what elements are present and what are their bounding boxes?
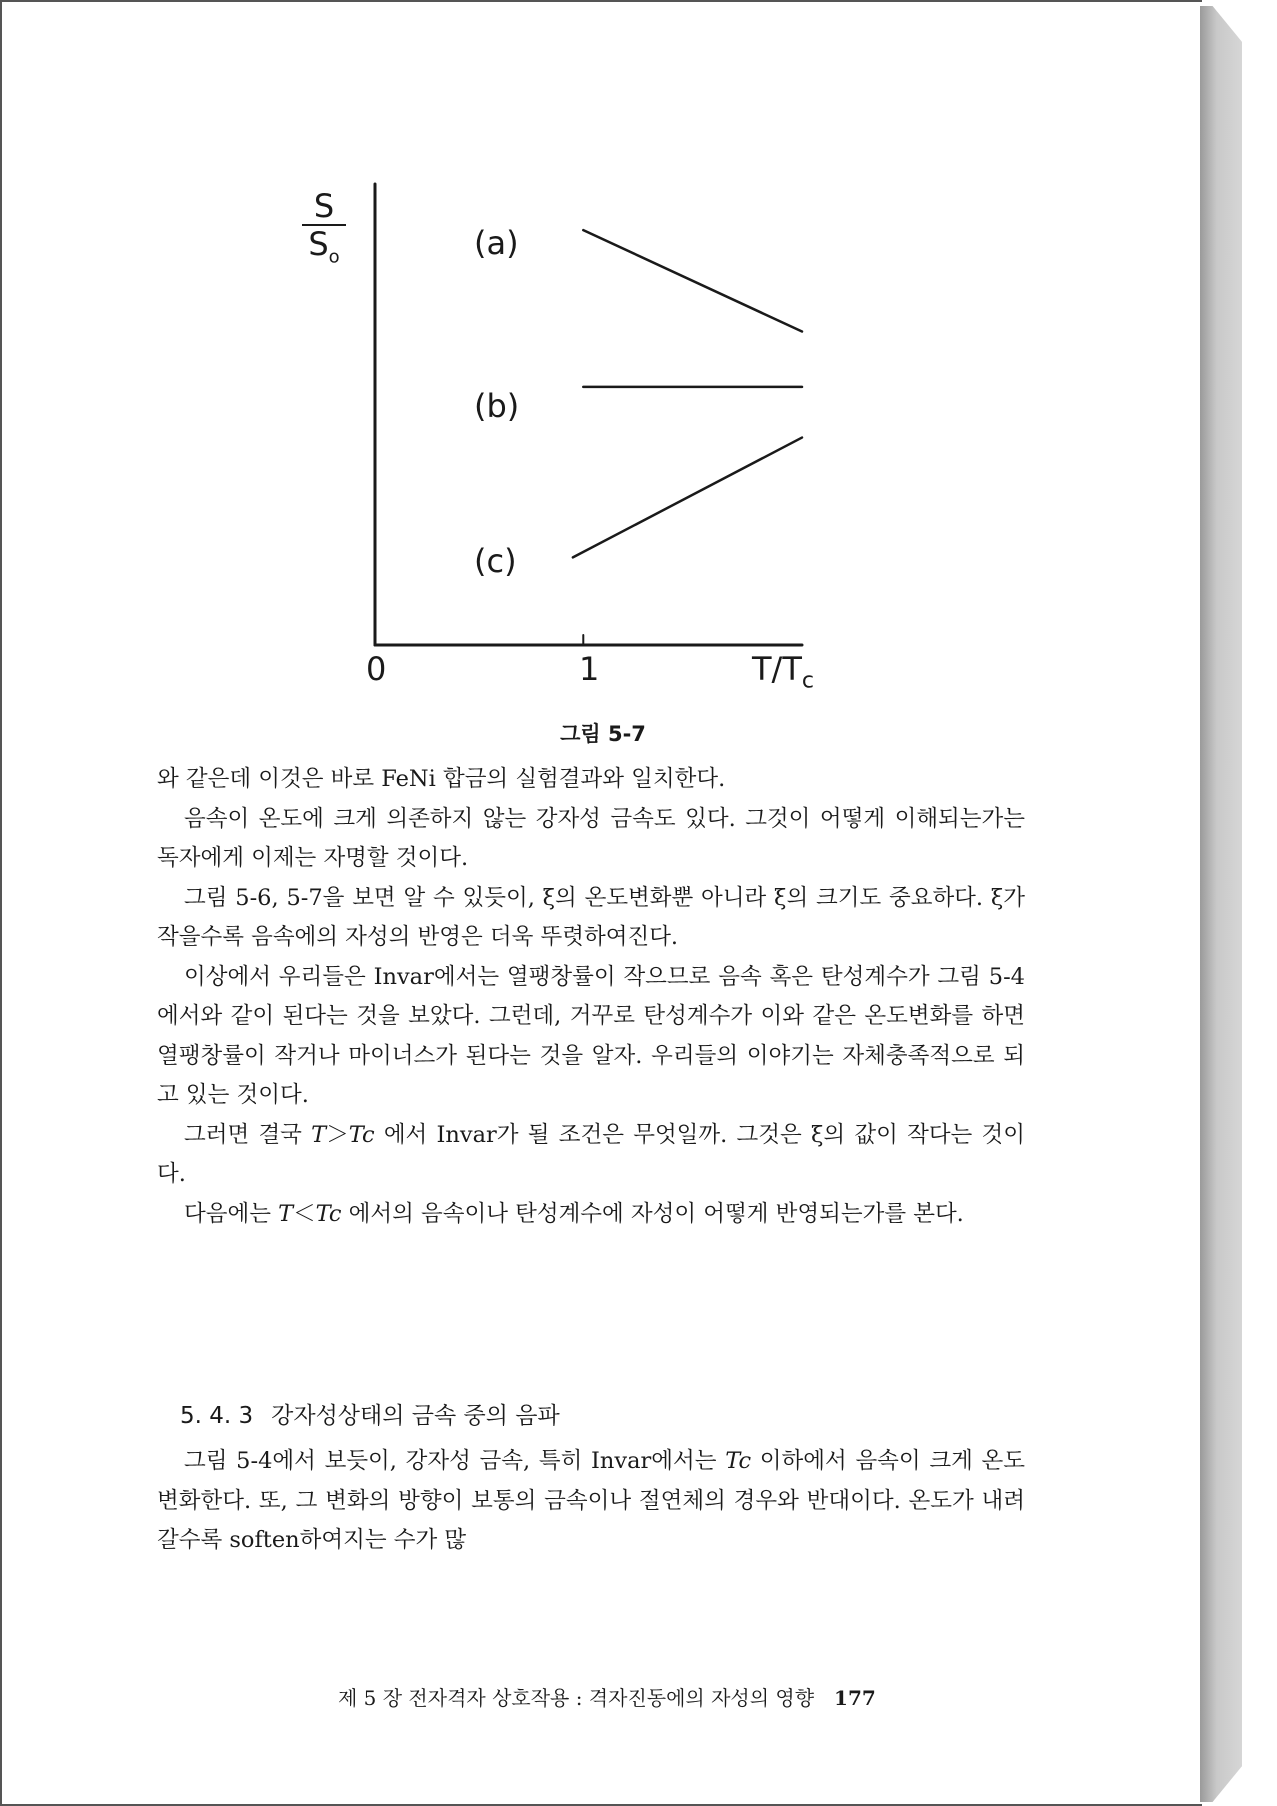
paragraph-1: 와 같은데 이것은 바로 FeNi 합금의 실험결과와 일치한다. xyxy=(157,766,726,792)
paragraph-7: 그림 5-4에서 보듯이, 강자성 금속, 특히 Invar에서는 Tc 이하에서 음속이 크게 온도변화한다. 또, 그 변화의 방향이 보통의 금속이나 절연체의 경우와 반대이다. 온도가 내려갈수록 soften하여지는 수가 많 xyxy=(157,1448,1025,1553)
paragraph-5: 그러면 결국 T＞Tc 에서 Invar가 될 조건은 무엇일까. 그것은 ξ의 값이 작다는 것이다. xyxy=(157,1121,1025,1187)
page-footer xyxy=(338,1682,988,1711)
paragraph-4: 이상에서 우리들은 Invar에서는 열팽창률이 작으므로 음속 혹은 탄성계수가 그림 5-4에서와 같이 된다는 것을 보았다. 그런데, 거꾸로 탄성계수가 이와 같은 온도변화를 하면 열팽창률이 작거나 마이너스가 된다는 것을 알자. 우리들의 이야기는 자체충족적으로 되고 있는 것이다. xyxy=(157,963,1025,1108)
page-stack-edge xyxy=(1200,6,1242,1802)
paragraph-6: 다음에는 T＜Tc 에서의 음속이나 탄성계수에 자성이 어떻게 반영되는가를 본다. xyxy=(184,1200,964,1227)
running-chapter-title: 제 5 장 전자격자 상호작용 : 격자진동에의 자성의 영향 xyxy=(338,1686,815,1710)
figure-caption: 그림 5-7 xyxy=(560,722,646,746)
y-axis-label xyxy=(302,188,346,275)
plot-area xyxy=(282,172,872,712)
paragraph-2: 음속이 온도에 크게 의존하지 않는 강자성 금속도 있다. 그것이 어떻게 이해되는가는 독자에게 이제는 자명할 것이다. xyxy=(157,805,1025,871)
x-axis-label: $T/T_c$ xyxy=(752,650,814,694)
math-Tc: Tc xyxy=(348,1121,375,1148)
section-heading xyxy=(180,1397,880,1430)
x-tick-1: 1 xyxy=(579,650,600,688)
x-tick-0: 0 xyxy=(366,650,387,688)
curve-a xyxy=(583,230,802,331)
body-text xyxy=(157,760,1025,1234)
curve-label-a: (a) xyxy=(474,224,519,262)
figure-5-7 xyxy=(282,172,872,712)
math-Tc: Tc xyxy=(315,1200,342,1227)
section-title: 강자성상태의 금속 중의 음파 xyxy=(271,1403,560,1429)
math-Tc: Tc xyxy=(725,1448,752,1474)
paragraph-3: 그림 5-6, 5-7을 보면 알 수 있듯이, ξ의 온도변화뿐 아니라 ξ의 크기도 중요하다. ξ가 작을수록 음속에의 자성의 반영은 더욱 뚜렷하여진다. xyxy=(157,884,1025,950)
page-number: 177 xyxy=(834,1686,876,1710)
section-body-text xyxy=(157,1442,1025,1561)
curve-label-c: (c) xyxy=(474,542,517,580)
y-label-numerator: S xyxy=(302,188,346,226)
curve-label-b: (b) xyxy=(474,387,520,425)
section-number: 5. 4. 3 xyxy=(180,1403,254,1429)
math-T: T xyxy=(311,1121,327,1148)
y-label-denominator: $S_o$ xyxy=(308,225,340,268)
curve-c xyxy=(573,438,802,558)
math-T: T xyxy=(278,1200,294,1227)
